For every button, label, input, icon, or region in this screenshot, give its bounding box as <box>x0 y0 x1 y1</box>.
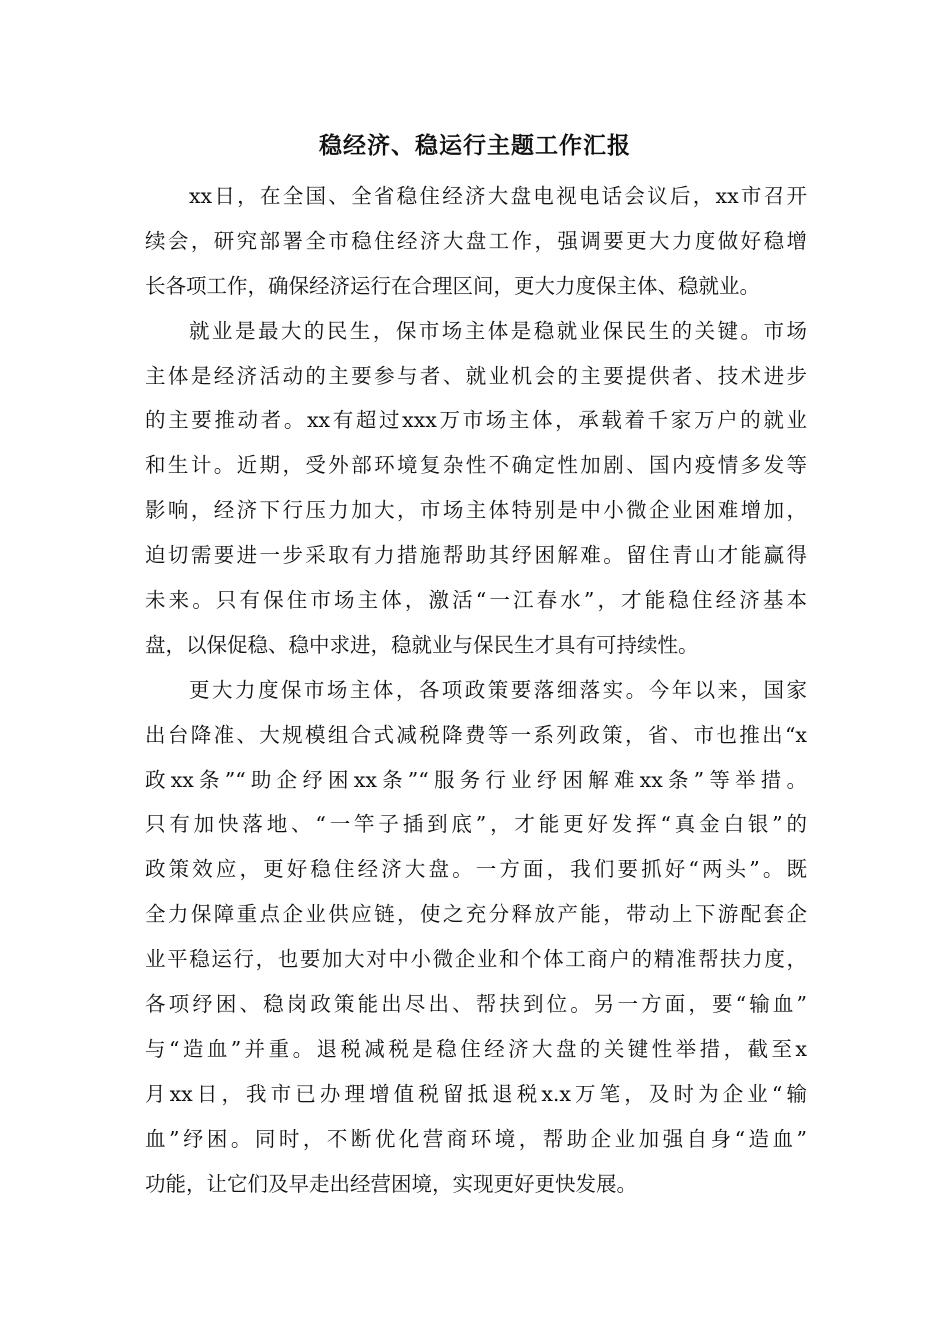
paragraph-3-line-3: 政xx条”“助企纾困xx条”“服务行业纾困解难xx条”等举措。 <box>145 767 807 792</box>
paragraph-2-line-4: 和生计。近期，受外部环境复杂性不确定性加剧、国内疫情多发等 <box>145 453 807 478</box>
paragraph-1-line-2: 续会，研究部署全市稳住经济大盘工作，强调要更大力度做好稳增 <box>145 228 807 253</box>
document-title: 稳经济、稳运行主题工作汇报 <box>319 132 631 159</box>
paragraph-3-line-7: 业平稳运行，也要加大对中小微企业和个体工商户的精准帮扶力度， <box>145 947 807 972</box>
document-body <box>145 174 807 1206</box>
paragraph-2-line-5: 影响，经济下行压力加大，市场主体特别是中小微企业困难增加， <box>145 498 807 523</box>
paragraph-2-line-2: 主体是经济活动的主要参与者、就业机会的主要提供者、技术进步 <box>145 363 807 388</box>
paragraph-3-line-10: 月xx日，我市已办理增值税留抵退税x.x万笔，及时为企业“输 <box>145 1081 807 1106</box>
paragraph-3-line-8: 各项纾困、稳岗政策能出尽出、帮扶到位。另一方面，要“输血” <box>145 992 807 1017</box>
paragraph-2-line-6: 迫切需要进一步采取有力措施帮助其纾困解难。留住青山才能赢得 <box>145 543 807 568</box>
paragraph-3-line-12: 功能，让它们及早走出经营困境，实现更好更快发展。 <box>145 1171 637 1196</box>
paragraph-3-line-9: 与“造血”并重。退税减税是稳住经济大盘的关键性举措，截至x <box>145 1036 807 1061</box>
paragraph-2-line-1: 就业是最大的民生，保市场主体是稳就业保民生的关键。市场 <box>189 318 807 343</box>
paragraph-3-line-1: 更大力度保市场主体，各项政策要落细落实。今年以来，国家 <box>189 677 807 702</box>
paragraph-2-line-8: 盘，以保促稳、稳中求进，稳就业与保民生才具有可持续性。 <box>145 632 699 657</box>
paragraph-3-line-5: 政策效应，更好稳住经济大盘。一方面，我们要抓好“两头”。既 <box>145 857 807 882</box>
paragraph-1-line-3: 长各项工作，确保经济运行在合理区间，更大力度保主体、稳就业。 <box>145 273 760 298</box>
paragraph-2-line-7: 未来。只有保住市场主体，激活“一江春水”，才能稳住经济基本 <box>145 588 807 613</box>
paragraph-3-line-2: 出台降准、大规模组合式减税降费等一系列政策，省、市也推出“x <box>145 722 807 747</box>
paragraph-3-line-6: 全力保障重点企业供应链，使之充分释放产能，带动上下游配套企 <box>145 902 807 927</box>
paragraph-3-line-4: 只有加快落地、“一竿子插到底”，才能更好发挥“真金白银”的 <box>145 812 807 837</box>
paragraph-3-line-11: 血”纾困。同时，不断优化营商环境，帮助企业加强自身“造血” <box>145 1126 807 1151</box>
paragraph-1-line-1: xx日，在全国、全省稳住经济大盘电视电话会议后，xx市召开 <box>189 184 807 208</box>
paragraph-2-line-3: 的主要推动者。xx有超过xxx万市场主体，承载着千家万户的就业 <box>145 408 807 433</box>
